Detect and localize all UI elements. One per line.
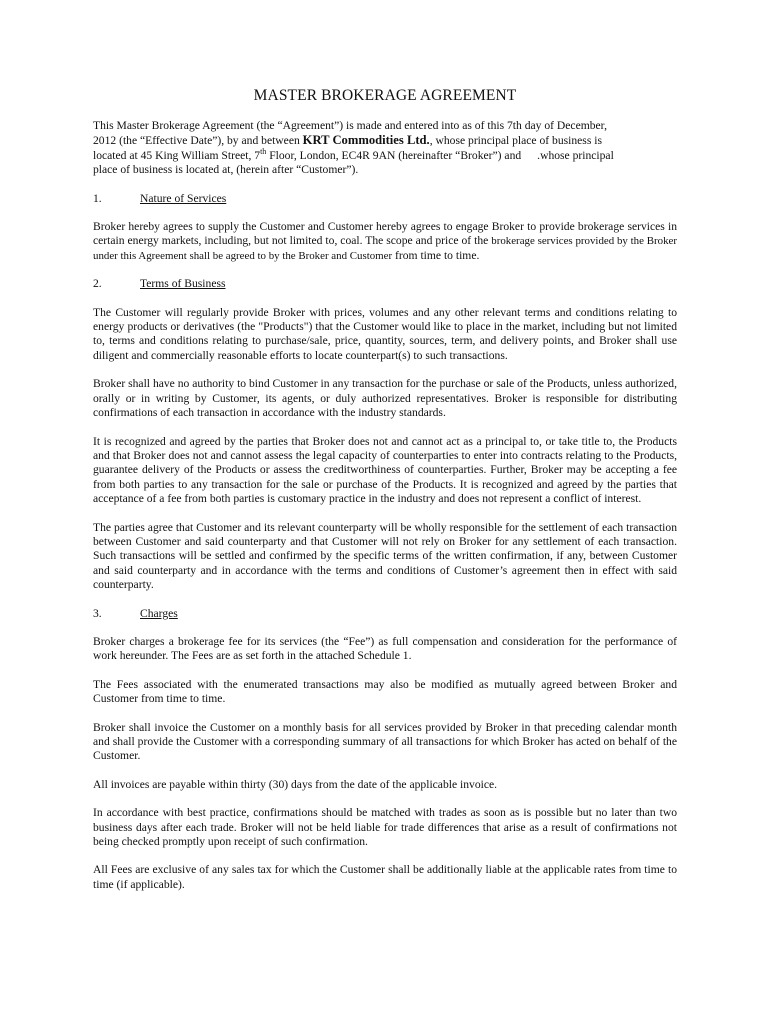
section-paragraph: All invoices are payable within thirty (30) days from the date of the applicable invoice. (93, 777, 498, 791)
intro-paragraph (93, 119, 677, 178)
intro-line-3-c: .whose principal (537, 148, 614, 162)
section-title: Nature of Services (140, 191, 227, 205)
section-heading (93, 277, 677, 291)
intro-line-4: place of business is located at, (herein after “Customer”). (93, 163, 359, 177)
section-title: Charges (140, 606, 178, 620)
intro-line-3 (93, 146, 677, 163)
section-title: Terms of Business (140, 277, 226, 291)
paragraph-text: from time to time. (392, 248, 480, 262)
intro-line-2 (93, 133, 677, 148)
intro-line-3-a: located at 45 King William Street, 7 (93, 148, 261, 162)
section-paragraph: The Customer will regularly provide Broker with prices, volumes and any other relevant terms and conditions relating to energy products or derivatives (the "Products") that the Customer would like to place in the market, including but not limited to, terms and conditions relating to purchase/sale, price, quantity, sources, term, and delivery points, and Broker shall use diligent and commercially reasonable efforts to locate counterpart(s) to such transactions. (93, 305, 677, 362)
section-number: 2. (93, 277, 102, 291)
section-paragraph: In accordance with best practice, confirmations should be matched with trades as soon as is possible but no later than two business days after each trade. Broker will not be held liable for trade differences that arise as a result of confirmations not being checked promptly upon receipt of such confirmation. (93, 806, 677, 849)
intro-line-1: This Master Brokerage Agreement (the “Agreement”) is made and entered into as of this 7th day of December, (93, 119, 607, 132)
intro-line-2-a: 2012 (the “Effective Date”), by and between (93, 134, 303, 148)
section-paragraph: Broker shall invoice the Customer on a monthly basis for all services provided by Broker in that preceding calendar month and shall provide the Customer with a corresponding summary of all transactions for which Broker has acted on behalf of the Customer. (93, 720, 677, 763)
ordinal-suffix: th (260, 146, 267, 156)
party-name: KRT Commodities Ltd. (302, 133, 430, 148)
document-title: MASTER BROKERAGE AGREEMENT (253, 87, 517, 104)
section-number: 1. (93, 191, 102, 205)
section-number: 3. (93, 606, 102, 620)
section-paragraph: Broker shall have no authority to bind Customer in any transaction for the purchase or sale of the Products, unless authorized, orally or in writing by Customer, its agents, or duly authorized representatives. Broker is responsible for distributing confirmations of each transaction in accordance with the industry standards. (93, 377, 677, 420)
section-paragraph: All Fees are exclusive of any sales tax for which the Customer shall be additionally liable at the applicable rates from time to time (if applicable). (93, 863, 677, 891)
intro-line-3-b: Floor, London, EC4R 9AN (hereinafter “Broker”) and (266, 148, 522, 162)
section-paragraph: Broker charges a brokerage fee for its services (the “Fee”) as full compensation and consideration for the performance of work hereunder. The Fees are as set forth in the attached Schedule 1. (93, 634, 677, 663)
paragraph-text: Broker hereby agrees to supply the Customer and Customer hereby agrees to engage Broker to provide brokerage services in certain energy markets, including, but not limited to, coal. The scope and price of the (93, 220, 677, 248)
section-paragraph: The Fees associated with the enumerated transactions may also be modified as mutually agreed between Broker and Customer from time to time. (93, 677, 677, 706)
section-heading (93, 192, 677, 206)
section-heading (93, 607, 677, 621)
section-paragraph: It is recognized and agreed by the parties that Broker does not and cannot act as a principal to, or take title to, the Products and that Broker does not and cannot assess the legal capacity of counterparties to enter into contracts relating to the Products, guarantee delivery of the Products or assess the creditworthiness of counterparties. Further, Broker may be accepting a fee from both parties to any transaction for the sale or purchase of the Products. It is recognized and agreed by the parties that acceptance of a fee from both parties is customary practice in the industry and does not represent a conflict of interest. (93, 434, 677, 506)
section-paragraph: The parties agree that Customer and its relevant counterparty will be wholly responsible for the settlement of each transaction between Customer and said counterparty and that Customer will not rely on Broker for any settlement of each transaction. Such transactions will be settled and confirmed by the specific terms of the written confirmation, if any, between Customer and said counterparty and in accordance with the terms and conditions of Customer’s agreement then in effect with said counterparty. (93, 520, 677, 592)
section-paragraph (93, 220, 677, 263)
paragraph-text: brokerage services provided by the Broker under this Agreement shall be agreed to by the Broker and Customer (93, 235, 677, 262)
document-body (93, 119, 677, 906)
intro-line-2-b: , whose principal place of business is (429, 134, 602, 148)
